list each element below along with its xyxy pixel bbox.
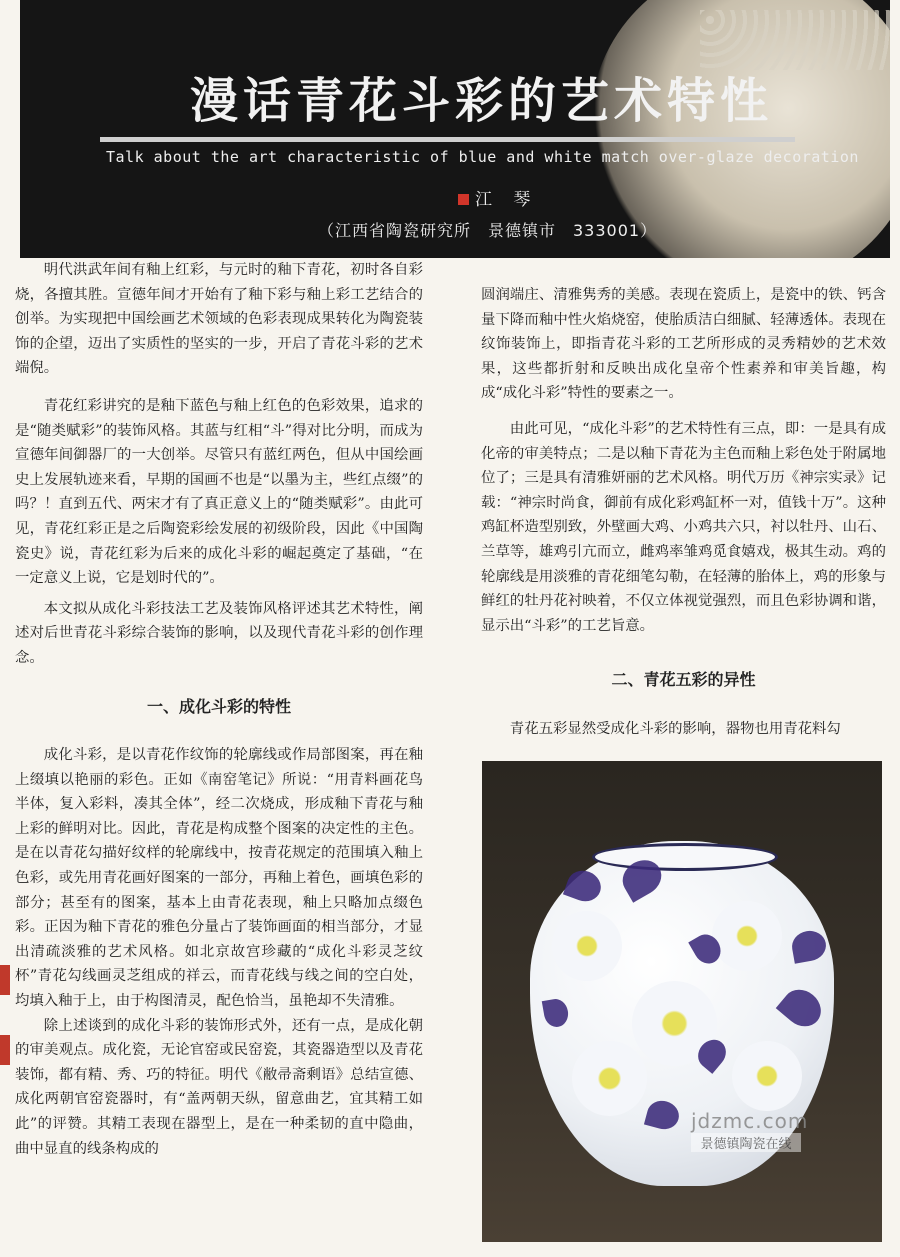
red-square-icon [458,194,469,205]
author-line [458,185,538,210]
flower-motif [712,901,782,971]
flower-motif [552,911,622,981]
author-name: 江 琴 [475,190,539,210]
vase-photo [482,761,882,1242]
page-edge-marker [0,965,10,995]
watermark-caption: 景德镇陶瓷在线 [691,1133,801,1152]
paragraph: 明代洪武年间有釉上红彩，与元时的釉下青花，初时各自彩烧，各擅其胜。宣德年间才开始有了釉下彩与釉上彩工艺结合的创举。为实现把中国绘画艺术领域的色彩表现成果转化为陶瓷装饰的企望，迈出了实质性的坚实的一步，开启了青花斗彩的艺术端倪。 [15,262,423,377]
right-column [481,283,886,742]
watermark-domain: jdzmc.com [691,1109,809,1133]
section-heading: 一、成化斗彩的特性 [146,696,291,716]
flower-motif [732,1041,802,1111]
title-divider [100,137,795,142]
site-watermark [691,1109,809,1152]
author-affiliation: （江西省陶瓷研究所 景德镇市 333001） [318,221,658,240]
article-title: 漫话青花斗彩的艺术特性 [190,73,774,129]
flower-motif [572,1041,647,1116]
openwork-rim-decoration [700,10,890,70]
paragraph: 青花红彩讲究的是釉下蓝色与釉上红色的色彩效果，追求的是“随类赋彩”的装饰风格。其蓝与红相“斗”得对比分明，而成为宣德年间御器厂的一大创举。尽管只有蓝红两色，但从中国绘画史上发展轨迹来看，早期的国画不也是“以墨为主，些红点缀”的吗？！直到五代、两宋才有了真正意义上的“随类赋彩”。由此可见，青花红彩正是之后陶瓷彩绘发展的初级阶段，因此《中国陶瓷史》说，青花红彩为后来的成化斗彩的崛起奠定了基础，“在一定意义上说，它是划时代的”。 [15,397,423,587]
paragraph: 圆润端庄、清雅隽秀的美感。表现在瓷质上，是瓷中的铁、钙含量下降而釉中性火焰烧窑，使胎质洁白细腻、轻薄透体。表现在纹饰装饰上，即指青花斗彩的工艺所形成的灵秀精妙的艺术效果，这些都折射和反映出成化皇帝个性素养和审美旨趣，构成“成化斗彩”特性的要素之一。 [481,287,886,402]
left-column [15,258,423,1161]
page-edge-marker [0,1035,10,1065]
paragraph: 本文拟从成化斗彩技法工艺及装饰风格评述其艺术特性，阐述对后世青花斗彩综合装饰的影响，以及现代青花斗彩的创作理念。 [15,600,423,666]
paragraph: 由此可见，“成化斗彩”的艺术特性有三点，即：一是具有成化帝的审美特点；二是以釉下青花为主色而釉上彩色处于附属地位了；三是具有清雅妍丽的艺术风格。明代万历《神宗实录》记载：“神宗时尚食，御前有成化彩鸡缸杯一对，值钱十万”。这种鸡缸杯造型别致，外壁画大鸡、小鸡共六只，衬以牡丹、山石、兰草等，雄鸡引亢而立，雌鸡率雏鸡觅食嬉戏，极其生动。鸡的轮廓线是用淡雅的青花细笔勾勒，在轻薄的胎体上，鸡的形象与鲜红的牡丹花衬映着，不仅立体视觉强烈，而且色彩协调和谐，显示出“斗彩”的工艺旨意。 [481,420,886,634]
article-header [20,0,890,258]
paragraph: 除上述谈到的成化斗彩的装饰形式外，还有一点，是成化朝的审美观点。成化瓷，无论官窑或民窑瓷，其瓷器造型以及青花装饰，都有精、秀、巧的特征。明代《敝帚斋剩语》总结宣德、成化两朝官窑瓷器时，有“盖两朝天纵，留意曲艺，宜其精工如此”的评赞。其精工表现在器型上，是在一种柔韧的直中隐曲，曲中显直的线条构成的 [15,1017,423,1157]
vase-rim [592,843,778,871]
paragraph: 成化斗彩，是以青花作纹饰的轮廓线或作局部图案，再在釉上缀填以艳丽的彩色。正如《南窑笔记》所说：“用青料画花鸟半体，复入彩料，凑其全体”，经二次烧成，形成釉下青花与釉上彩的鲜明对比。因此，青花是构成整个图案的决定性的主色。是在以青花勾描好纹样的轮廓线中，按青花规定的范围填入釉上色彩，或先用青花画好图案的一部分，再釉上着色，画填色彩的部分；甚至有的图案，基本上由青花表现，釉上只略加点缀色彩。正因为釉下青花的雅色分量占了装饰画面的相当部分，才显出清疏淡雅的艺术风格。如北京故宫珍藏的“成化斗彩灵芝纹杯”青花勾线画灵芝组成的祥云，而青花线与线之间的空白处，均填入釉于上，由于构图清灵，配色恰当，虽艳却不失清雅。 [15,747,423,1010]
paragraph: 青花五彩显然受成化斗彩的影响，器物也用青花料勾 [509,720,841,737]
english-subtitle: Talk about the art characteristic of blue and white match over-glaze decoration [106,148,859,166]
section-heading: 二、青花五彩的异性 [611,670,756,690]
